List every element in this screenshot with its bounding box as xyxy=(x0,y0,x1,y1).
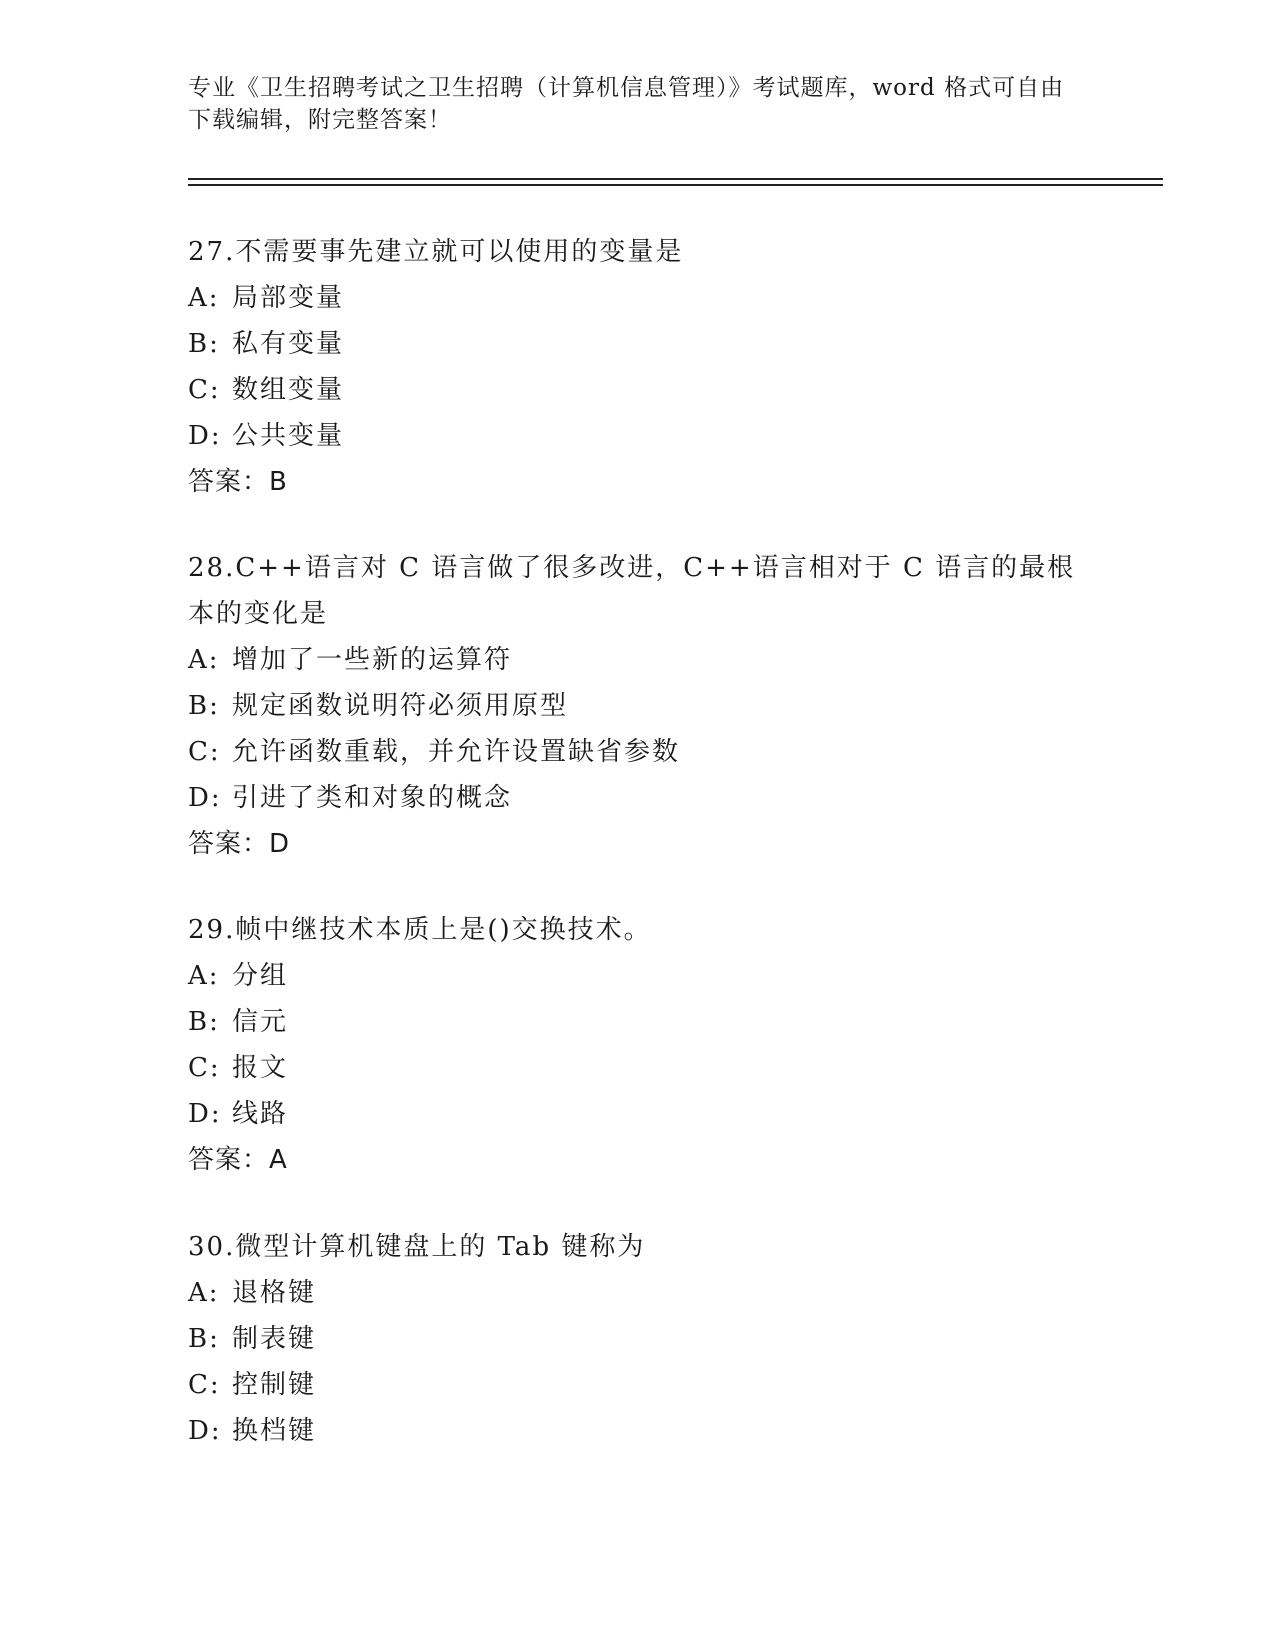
option-key: A: xyxy=(188,961,220,991)
question-29 xyxy=(188,907,1088,1183)
option-text: 报文 xyxy=(232,1053,289,1083)
option-c xyxy=(188,729,1088,775)
answer: 答案：B xyxy=(188,467,288,497)
option-a xyxy=(188,953,1088,999)
option-key: C: xyxy=(188,1053,221,1083)
option-text: 引进了类和对象的概念 xyxy=(232,783,513,813)
option-key: C: xyxy=(188,375,221,405)
option-text: 制表键 xyxy=(232,1324,317,1354)
option-d xyxy=(188,775,1088,821)
question-stem: 27.不需要事先建立就可以使用的变量是 xyxy=(188,237,684,267)
option-c xyxy=(188,1045,1088,1091)
question-30 xyxy=(188,1224,1088,1454)
question-stem: 30.微型计算机键盘上的 Tab 键称为 xyxy=(188,1232,646,1262)
option-text: 换档键 xyxy=(232,1416,317,1446)
question-27 xyxy=(188,229,1088,505)
answer: 答案：A xyxy=(188,1145,288,1175)
option-text: 分组 xyxy=(232,961,289,991)
option-d xyxy=(188,1408,1088,1454)
option-a xyxy=(188,275,1088,321)
option-key: D: xyxy=(188,1099,222,1129)
header-divider-bottom xyxy=(188,184,1163,186)
option-text: 线路 xyxy=(232,1099,289,1129)
option-key: D: xyxy=(188,421,222,451)
option-c xyxy=(188,367,1088,413)
option-b xyxy=(188,999,1088,1045)
option-key: B: xyxy=(188,1324,220,1354)
question-stem: 28.C++语言对 C 语言做了很多改进，C++语言相对于 C 语言的最根本的变化是 xyxy=(188,553,1076,629)
option-key: A: xyxy=(188,283,220,313)
option-text: 增加了一些新的运算符 xyxy=(232,645,513,675)
question-28 xyxy=(188,545,1088,867)
option-key: C: xyxy=(188,1370,221,1400)
header-text: 专业《卫生招聘考试之卫生招聘（计算机信息管理）》考试题库，word 格式可自由下载编辑，附完整答案！ xyxy=(188,75,1065,133)
option-key: B: xyxy=(188,329,220,359)
option-key: A: xyxy=(188,645,220,675)
option-b xyxy=(188,321,1088,367)
option-key: C: xyxy=(188,737,221,767)
option-text: 规定函数说明符必须用原型 xyxy=(232,691,569,721)
answer: 答案：D xyxy=(188,829,291,859)
document-header xyxy=(188,72,1088,136)
question-stem: 29.帧中继技术本质上是()交换技术。 xyxy=(188,915,652,945)
option-a xyxy=(188,637,1088,683)
option-text: 私有变量 xyxy=(232,329,345,359)
option-text: 局部变量 xyxy=(232,283,345,313)
option-b xyxy=(188,683,1088,729)
option-text: 控制键 xyxy=(232,1370,317,1400)
option-key: B: xyxy=(188,1007,220,1037)
option-text: 允许函数重载，并允许设置缺省参数 xyxy=(232,737,681,767)
option-c xyxy=(188,1362,1088,1408)
option-text: 信元 xyxy=(232,1007,289,1037)
option-key: D: xyxy=(188,1416,222,1446)
option-b xyxy=(188,1316,1088,1362)
option-text: 退格键 xyxy=(232,1278,317,1308)
option-text: 公共变量 xyxy=(232,421,345,451)
option-d xyxy=(188,1091,1088,1137)
option-text: 数组变量 xyxy=(232,375,345,405)
option-key: D: xyxy=(188,783,222,813)
option-d xyxy=(188,413,1088,459)
option-a xyxy=(188,1270,1088,1316)
header-divider-top xyxy=(188,178,1163,180)
option-key: B: xyxy=(188,691,220,721)
option-key: A: xyxy=(188,1278,220,1308)
